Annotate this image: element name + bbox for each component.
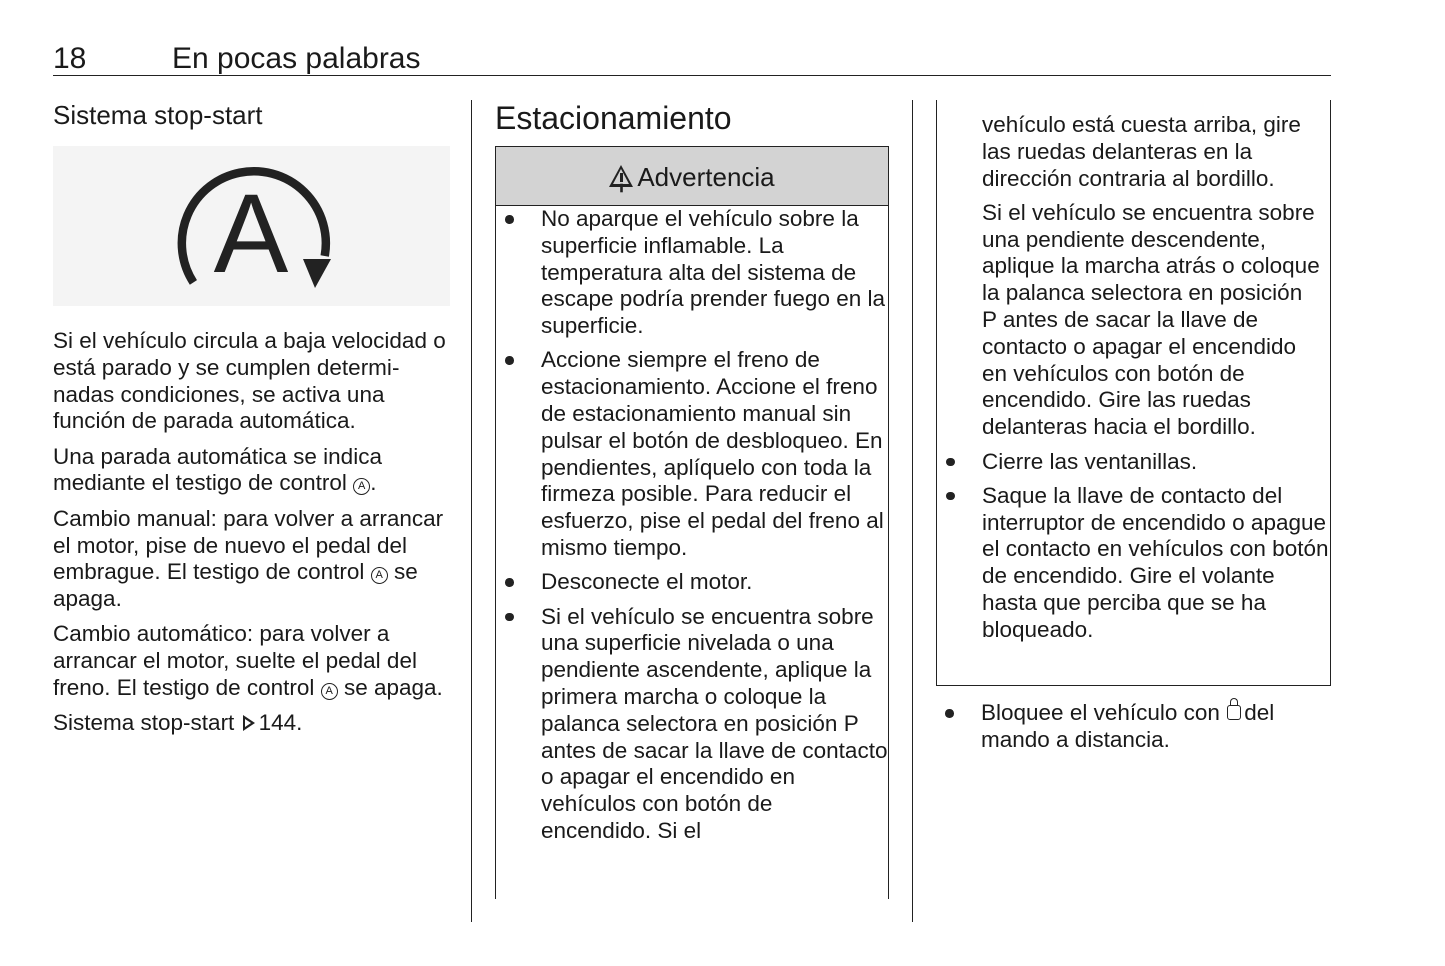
list-item: Accione siempre el freno de estacionamiento. Accione el freno de estacionamiento manual sin pulsar el botón de desbloqueo. En pendientes, aplíquelo con toda la firmeza posible. Para reducir el esfuerzo, pise el pedal del freno al mismo tiempo.: [496, 347, 888, 561]
paragraph-text: Si el vehículo circula a baja velocidad o está parado y se cumplen determinadas condiciones, se activa una función de parada automática.: [53, 328, 446, 434]
paragraph: [53, 621, 453, 701]
after-warning-list: [936, 700, 1329, 761]
page-reference-arrow-icon: [243, 715, 255, 731]
column-stop-start: [53, 98, 453, 746]
warning-title: Advertencia: [637, 162, 775, 192]
lock-icon: [1227, 705, 1241, 720]
paragraph: vehículo está cuesta arriba, gire las ruedas delanteras en la dirección contraria al bordillo.: [982, 112, 1301, 191]
stop-start-control-icon: A: [321, 683, 338, 700]
column-divider: [912, 100, 913, 922]
paragraph-text: Sistema stop-start: [53, 710, 235, 736]
paragraph-text: Cambio manual: para volver a arrancar el motor, pise de nuevo el pedal del embrague. El testigo de control: [53, 505, 444, 585]
column-divider: [471, 100, 472, 922]
page-reference: 144.: [258, 710, 303, 736]
list-item: [936, 700, 1319, 754]
section-heading-parking: Estacionamiento: [495, 100, 732, 136]
icon-letter: A: [213, 171, 289, 296]
list-item-text: del mando a distancia.: [981, 700, 1275, 752]
list: [936, 700, 1319, 754]
stop-start-control-icon: A: [353, 478, 370, 495]
list-item: Saque la llave de contacto del interruptor de encendido o apague el contacto en vehículos con botón de encendido. Gire el volante hasta que perciba que se ha bloqueado.: [937, 483, 1330, 644]
warning-list: [496, 206, 888, 845]
page-number: 18: [53, 42, 87, 75]
paragraph: [53, 710, 453, 737]
stop-start-auto-icon: [53, 146, 450, 306]
icon-panel: [53, 146, 450, 306]
warning-box: [495, 146, 889, 899]
section-heading-stop-start: Sistema stop-start: [53, 100, 263, 130]
warning-continuation: [937, 100, 1330, 441]
paragraph: [53, 506, 453, 613]
paragraph: [53, 328, 453, 435]
list-item: Si el vehículo se encuentra sobre una superficie nivelada o una pendiente ascendente, aplique la primera marcha o coloque la palanca selectora en posición P antes de sacar la llave de contacto o apagar el encendido en vehículos con botón de encendido. Si el: [496, 604, 888, 845]
warning-list: [937, 449, 1330, 644]
paragraph-text: Una parada automática se indica mediante el testigo de control: [53, 443, 382, 496]
list-item: Desconecte el motor.: [496, 569, 888, 596]
list-item-text: Bloquee el vehículo con: [981, 700, 1220, 725]
paragraph-text: se apaga.: [53, 559, 418, 612]
list-item: Cierre las ventanillas.: [937, 449, 1330, 476]
warning-box-continued: [936, 100, 1331, 686]
header-rule: [53, 75, 1331, 76]
paragraph: [53, 444, 453, 498]
warning-header: [496, 147, 888, 206]
list-item: No aparque el vehículo sobre la superficie inflamable. La temperatura alta del sistema de escape podría prender fuego en la superficie.: [496, 206, 888, 340]
paragraph: Si el vehículo se encuentra sobre una pendiente descendente, aplique la marcha atrás o coloque la palanca selectora en posición P antes de sacar la llave de contacto o apagar el encendido en vehículos con botón de encendido. Gire las ruedas delanteras hacia el bordillo.: [982, 199, 1320, 440]
warning-triangle-icon: [609, 165, 633, 187]
stop-start-control-icon: A: [371, 567, 388, 584]
paragraph-text: .: [370, 470, 377, 496]
paragraph-text: se apaga.: [343, 675, 443, 701]
paragraph-text: Cambio automático: para volver a arrancar el motor, suelte el pedal del freno. El testigo de control: [53, 621, 417, 701]
page-title: En pocas palabras: [172, 42, 421, 75]
